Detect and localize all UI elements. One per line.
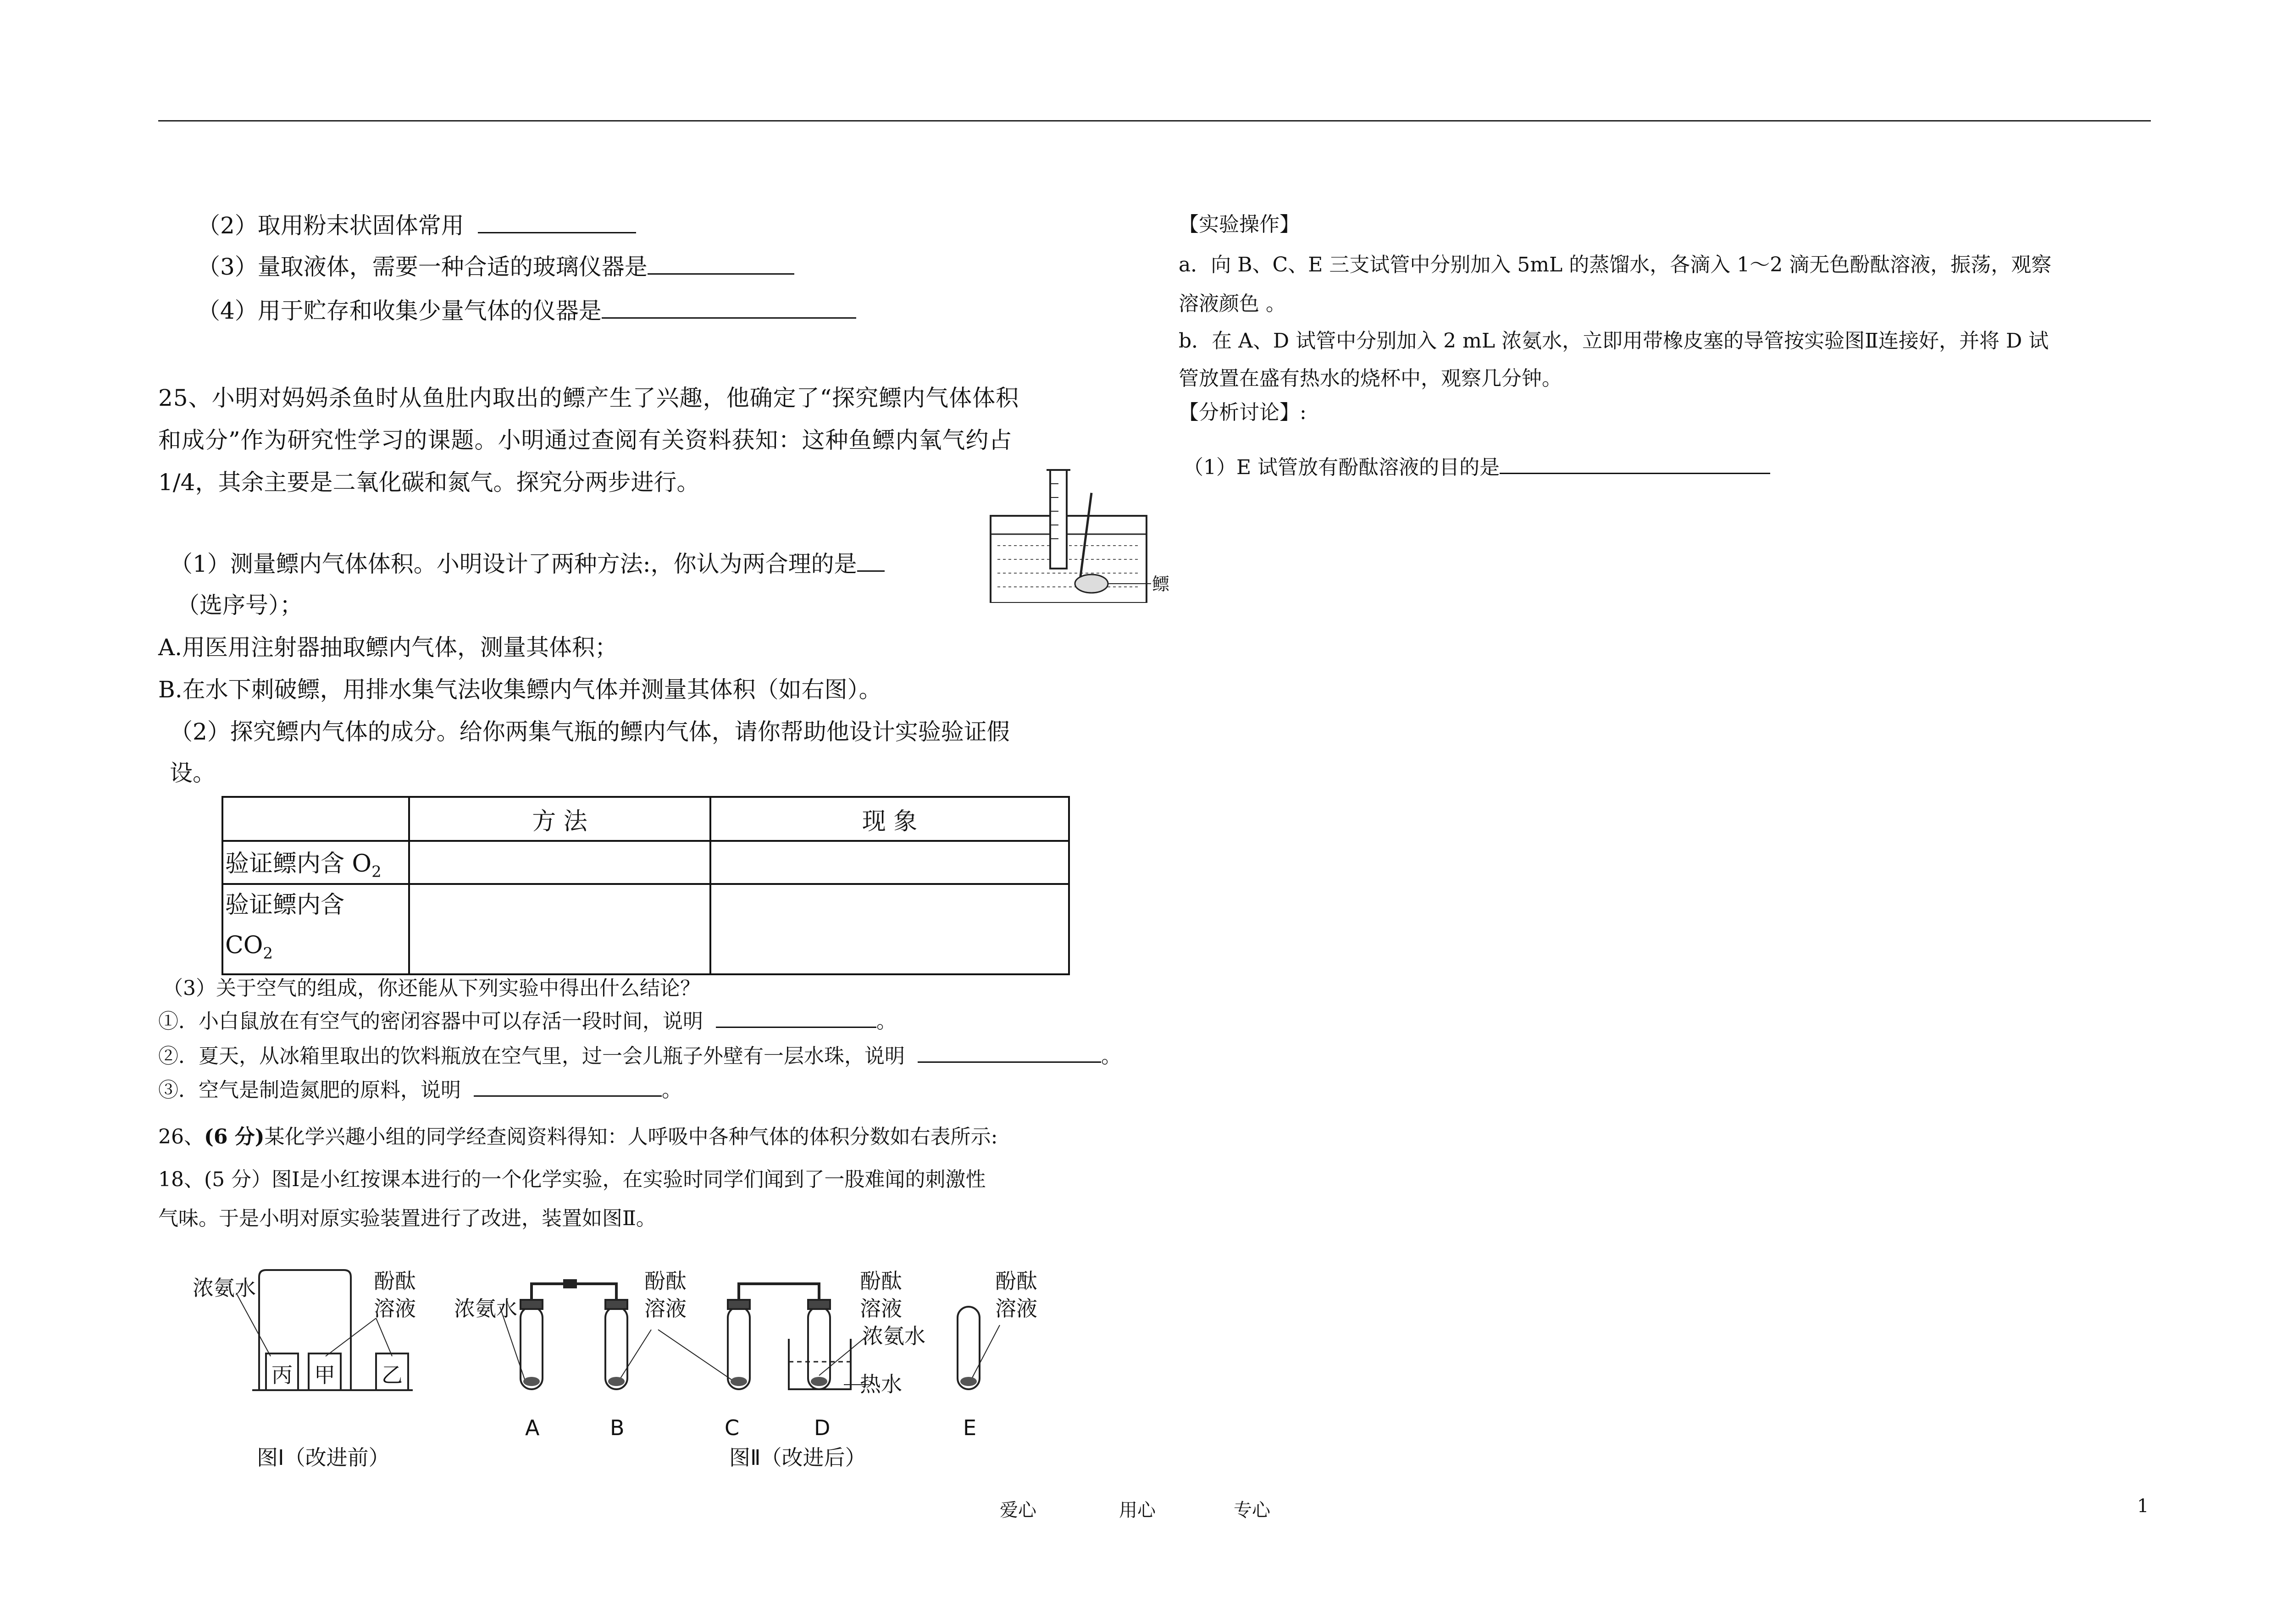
op-b-line2: 管放置在盛有热水的烧杯中，观察几分钟。: [1179, 367, 1562, 390]
s3-line: （3）关于空气的组成，你还能从下列实验中得出什么结论？: [163, 977, 700, 1000]
c1-blank[interactable]: [716, 1009, 876, 1028]
label-phenol-e-a: 酚酞: [995, 1269, 1037, 1293]
page-number: 1: [2137, 1496, 2149, 1517]
p25-line3: 1/4，其余主要是二氧化碳和氮气。探究分两步进行。: [158, 469, 700, 496]
label-ammonia-tube-d: 浓氨水: [862, 1324, 925, 1348]
label-tube-e: E: [963, 1415, 977, 1440]
option-a: A.用医用注射器抽取鳔内气体，测量其体积；: [158, 634, 618, 661]
s2-line1: （2）探究鳔内气体的成分。给你两集气瓶的鳔内气体，请你帮助他设计实验验证假: [170, 718, 1010, 745]
fish-bladder: [1075, 574, 1108, 593]
label-bing: 丙: [271, 1363, 293, 1387]
table-cell-phenomenon-o2[interactable]: [710, 841, 1069, 884]
table-cell-method-o2[interactable]: [409, 841, 710, 884]
experiment-table: [222, 796, 1070, 975]
fish-bladder-apparatus: [981, 465, 1174, 603]
label-ammonia-fig1: 浓氨水: [193, 1276, 256, 1300]
q3-line: [197, 253, 794, 281]
c3-line: ③．空气是制造氮肥的原料，说明 。: [158, 1078, 682, 1102]
label-tube-c: C: [725, 1415, 740, 1440]
label-phenol-c-a: 酚酞: [860, 1269, 902, 1293]
table-row-co2-label: 验证鳔内含 $CO_2$: [222, 884, 409, 974]
stopper-c: [728, 1300, 750, 1309]
table-row-o2-label: 验证鳔内含 $O_2$: [222, 841, 409, 884]
label-tube-b: B: [610, 1415, 625, 1440]
q4-line: [197, 297, 856, 325]
c3-blank[interactable]: [474, 1078, 662, 1097]
table-cell-method-co2[interactable]: [409, 884, 710, 974]
footer-word-1: 爱心: [1000, 1500, 1036, 1521]
footer-word-3: 专心: [1234, 1500, 1270, 1521]
q4-text: （4）用于贮存和收集少量气体的仪器是: [197, 298, 602, 324]
p18-line2: 气味。于是小明对原实验装置进行了改进，装置如图Ⅱ。: [158, 1207, 656, 1230]
option-b: B.在水下刺破鳔，用排水集气法收集鳔内气体并测量其体积（如右图）。: [158, 676, 882, 703]
q2-blank[interactable]: [478, 212, 636, 233]
label-phenol-b-a: 酚酞: [644, 1269, 687, 1293]
p25-line1: 25、小明对妈妈杀鱼时从鱼肚内取出的鳔产生了兴趣，他确定了“探究鳔内气体体积: [158, 385, 1019, 411]
q3-blank[interactable]: [648, 253, 794, 275]
s2-line2: 设。: [170, 760, 216, 786]
label-hot-water: 热水: [860, 1372, 902, 1397]
op-b-line1: b．在 A、D 试管中分别加入 2 mL 浓氨水，立即用带橡皮塞的导管按实验图Ⅱ连接好，并将 D 试: [1179, 329, 2049, 353]
q2-text: （2）取用粉末状固体常用: [197, 212, 464, 239]
s1-blank[interactable]: [857, 550, 885, 572]
fish-bladder-label: 鳔: [1152, 574, 1170, 594]
label-phenol-e-b: 溶液: [995, 1296, 1037, 1321]
label-yi: 乙: [382, 1363, 403, 1387]
table-row: [222, 841, 1069, 884]
p18-line1: 18、(5 分）图Ⅰ是小红按课本进行的一个化学实验，在实验时同学们闻到了一股难闻的刺激性: [158, 1168, 986, 1191]
s1-text: （1）测量鳔内气体体积。小明设计了两种方法:，你认为两合理的是: [170, 551, 857, 577]
disc-heading: 【分析讨论】:: [1179, 401, 1307, 424]
disc-q1-blank[interactable]: [1500, 455, 1770, 474]
ops-heading: 【实验操作】: [1179, 213, 1300, 236]
s1-line1: [170, 550, 885, 578]
table-header-phenomenon: 现 象: [710, 797, 1069, 841]
c1-line: ①．小白鼠放在有空气的密闭容器中可以存活一段时间，说明 。: [158, 1010, 897, 1033]
q2-line: [197, 212, 636, 239]
needle-rod: [1080, 493, 1091, 580]
header-rule: [158, 120, 2151, 122]
caption-figure-1: 图Ⅰ（改进前）: [257, 1445, 390, 1470]
stopper-a: [521, 1300, 543, 1309]
label-phenol-fig1-a: 酚酞: [374, 1269, 416, 1293]
label-phenol-fig1-b: 溶液: [374, 1296, 416, 1321]
q4-blank[interactable]: [602, 297, 856, 319]
p26-line: 26、(6 分)某化学兴趣小组的同学经查阅资料得知：人呼吸中各种气体的体积分数如右表所示:: [158, 1125, 998, 1149]
footer-word-2: 用心: [1119, 1500, 1156, 1521]
c2-line: ②．夏天，从冰箱里取出的饮料瓶放在空气里，过一会儿瓶子外壁有一层水珠，说明 。: [158, 1044, 1121, 1068]
op-a-line2: 溶液颜色 。: [1179, 292, 1286, 315]
stopper-b: [605, 1300, 627, 1309]
stopper-d: [808, 1300, 830, 1309]
table-cell-phenomenon-co2[interactable]: [710, 884, 1069, 974]
disc-q1-line: （1）E 试管放有酚酞溶液的目的是: [1183, 455, 1770, 481]
table-header-row: [222, 797, 1069, 841]
op-a-line1: a．向 B、C、E 三支试管中分别加入 5mL 的蒸馏水，各滴入 1～2 滴无色酚酞溶液，振荡，观察: [1179, 253, 2052, 276]
p25-line2: 和成分”作为研究性学习的课题。小明通过查阅有关资料获知：这种鱼鳔内氧气约占: [158, 427, 1013, 453]
connecting-tube-cd: [739, 1284, 819, 1300]
label-phenol-b-b: 溶液: [644, 1296, 687, 1321]
label-phenol-c-b: 溶液: [860, 1296, 902, 1321]
table-header-method: 方 法: [409, 797, 710, 841]
caption-figure-2: 图Ⅱ（改进后）: [729, 1445, 866, 1470]
label-jia: 甲: [314, 1363, 335, 1387]
q3-text: （3）量取液体，需要一种合适的玻璃仪器是: [197, 254, 648, 280]
table-row: [222, 884, 1069, 974]
label-tube-a: A: [525, 1415, 540, 1440]
s1-line2: （选序号）；: [177, 592, 303, 619]
measuring-cylinder: [1050, 470, 1067, 569]
label-ammonia-tube-a: 浓氨水: [454, 1296, 517, 1321]
label-tube-d: D: [814, 1415, 831, 1440]
table-corner-cell: [222, 797, 409, 841]
c2-blank[interactable]: [918, 1044, 1101, 1063]
ammonia-diffusion-figure: [183, 1252, 1078, 1481]
